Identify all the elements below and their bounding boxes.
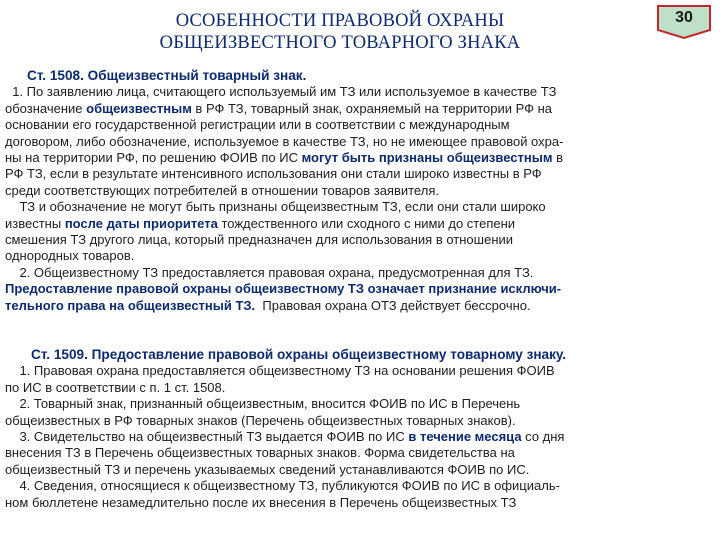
title-line-2: ОБЩЕИЗВЕСТНОГО ТОВАРНОГО ЗНАКА: [159, 33, 521, 53]
text-line: [5, 166, 713, 182]
body-text: ТЗ и обозначение не могут быть признаны общеизвестным ТЗ, если они стали широко: [5, 199, 546, 215]
body-text: 1. По заявлению лица, считающего используемый им ТЗ или используемое в качестве ТЗ: [5, 84, 557, 100]
body-text: РФ ТЗ, если в результате интенсивного использования они стали широко известны в РФ: [5, 166, 542, 182]
text-line: [5, 232, 713, 248]
text-line: [5, 363, 713, 379]
slide-title: [60, 10, 620, 54]
text-line: [5, 281, 713, 297]
body-text: общеизвестный ТЗ и перечень указываемых сведений устанавливаются ФОИВ по ИС.: [5, 461, 530, 477]
body-text: общеизвестных в РФ товарных знаков (Перечень общеизвестных товарных знаков).: [5, 412, 516, 428]
body-text: договором, либо обозначение, используемое в качестве ТЗ, но не имеющее правовой охра-: [5, 133, 564, 149]
body-text: внесения ТЗ в Перечень общеизвестных товарных знаков. Форма свидетельства на: [5, 445, 515, 461]
body-text: среди соответствующих потребителей в отношении товаров заявителя.: [5, 182, 439, 198]
text-line: [5, 216, 713, 232]
slide-number-badge: [655, 3, 713, 41]
text-line: [5, 199, 713, 215]
text-line: [5, 84, 713, 100]
text-line: [5, 380, 713, 396]
text-line: [5, 101, 713, 117]
article-1508-body: [5, 84, 713, 314]
body-text: в РФ ТЗ, товарный знак, охраняемый на территории РФ на: [191, 100, 553, 116]
slide-number: 30: [675, 9, 693, 26]
text-line: [5, 396, 713, 412]
article-1508: [5, 68, 713, 314]
body-text: 2. Товарный знак, признанный общеизвестным, вносится ФОИВ по ИС в Перечень: [5, 396, 521, 412]
body-text: со дня: [521, 429, 565, 445]
body-text: 3. Свидетельство на общеизвестный ТЗ выдается ФОИВ по ИС: [5, 429, 409, 445]
body-text: 4. Сведения, относящиеся к общеизвестному ТЗ, публикуются ФОИВ по ИС в официаль-: [5, 478, 560, 494]
body-text: Правовая охрана ОТЗ действует бессрочно.: [255, 297, 531, 313]
text-line: [5, 462, 713, 478]
body-text: ны на территории РФ, по решению ФОИВ по ИС: [5, 150, 302, 166]
text-line: [5, 413, 713, 429]
text-line: [5, 445, 713, 461]
article-1509: [5, 347, 713, 511]
body-text: смешения ТЗ другого лица, который предназначен для использования в отношении: [5, 232, 514, 248]
text-line: [5, 495, 713, 511]
emphasis-text: тельного права на общеизвестный ТЗ.: [5, 297, 256, 313]
text-line: [5, 265, 713, 281]
text-line: [5, 298, 713, 314]
body-text: основании его государственной регистрации или в соответствии с международным: [5, 117, 510, 133]
emphasis-text: после даты приоритета: [64, 215, 218, 231]
body-text: в: [552, 150, 563, 166]
emphasis-text: общеизвестным: [86, 100, 192, 116]
body-text: 1. Правовая охрана предоставляется общеизвестному ТЗ на основании решения ФОИВ: [5, 363, 555, 379]
text-line: [5, 117, 713, 133]
body-text: тождественного или сходного с ними до степени: [217, 215, 516, 231]
text-line: [5, 134, 713, 150]
body-text: обозначение: [5, 100, 87, 116]
title-line-1: ОСОБЕННОСТИ ПРАВОВОЙ ОХРАНЫ: [175, 11, 505, 31]
emphasis-text: Предоставление правовой охраны общеизвестному ТЗ означает признание исключи-: [5, 281, 562, 297]
text-line: [5, 150, 713, 166]
article-1509-heading: Ст. 1509. Предоставление правовой охраны общеизвестному товарному знаку.: [31, 347, 567, 362]
text-line: [5, 429, 713, 445]
text-line: [5, 478, 713, 494]
body-text: ном бюллетене незамедлительно после их внесения в Перечень общеизвестных ТЗ: [5, 494, 517, 510]
body-text: по ИС в соответствии с п. 1 ст. 1508.: [5, 379, 226, 395]
article-1508-heading: Ст. 1508. Общеизвестный товарный знак.: [27, 68, 307, 83]
body-text: однородных товаров.: [5, 248, 135, 264]
body-text: 2. Общеизвестному ТЗ предоставляется правовая охрана, предусмотренная для ТЗ.: [5, 264, 534, 280]
body-text: известны: [5, 215, 65, 231]
article-1509-body: [5, 363, 713, 511]
emphasis-text: могут быть признаны общеизвестным: [301, 150, 553, 166]
text-line: [5, 183, 713, 199]
emphasis-text: в течение месяца: [408, 429, 522, 445]
text-line: [5, 248, 713, 264]
